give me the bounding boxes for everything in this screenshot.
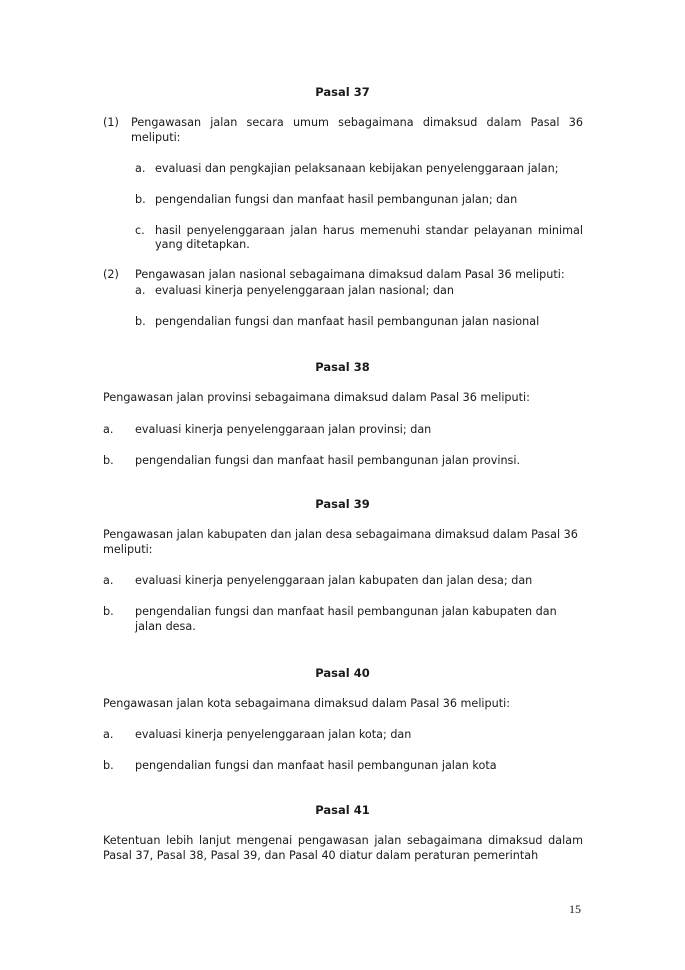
- pasal-37-1c-line-1: hasil penyelenggaraan jalan harus memenuhi standar pelayanan minimal: [155, 224, 583, 237]
- pasal-41-line-1: Ketentuan lebih lanjut mengenai pengawasan jalan sebagaimana dimaksud dalam: [103, 834, 583, 847]
- pasal-38-heading: Pasal 38: [315, 360, 370, 374]
- pasal-37-item-1-line-2: meliputi:: [131, 131, 181, 144]
- pasal-40-a-text: evaluasi kinerja penyelenggaraan jalan kota; dan: [135, 728, 412, 741]
- pasal-37-heading: Pasal 37: [315, 85, 370, 99]
- pasal-41-line-2: Pasal 37, Pasal 38, Pasal 39, dan Pasal 40 diatur dalam peraturan pemerintah: [103, 849, 539, 862]
- pasal-38-a-text: evaluasi kinerja penyelenggaraan jalan provinsi; dan: [135, 423, 432, 436]
- pasal-40-b-marker: b.: [103, 759, 114, 772]
- pasal-37-2a-text: evaluasi kinerja penyelenggaraan jalan nasional; dan: [155, 284, 454, 297]
- pasal-39-a-marker: a.: [103, 574, 114, 587]
- pasal-38-intro: Pengawasan jalan provinsi sebagaimana dimaksud dalam Pasal 36 meliputi:: [103, 391, 530, 404]
- pasal-39-intro-line-2: meliputi:: [103, 543, 153, 556]
- pasal-37-item-1-marker: (1): [103, 116, 119, 129]
- pasal-40-b-text: pengendalian fungsi dan manfaat hasil pembangunan jalan kota: [135, 759, 497, 772]
- pasal-39-b-line-2: jalan desa.: [135, 620, 196, 633]
- pasal-37-1c-line-2: yang ditetapkan.: [155, 238, 250, 251]
- pasal-37-1c-marker: c.: [135, 224, 145, 237]
- pasal-37-1b-marker: b.: [135, 193, 146, 206]
- pasal-40-intro: Pengawasan jalan kota sebagaimana dimaksud dalam Pasal 36 meliputi:: [103, 697, 510, 710]
- pasal-37-2b-marker: b.: [135, 315, 146, 328]
- pasal-37-1b-text: pengendalian fungsi dan manfaat hasil pembangunan jalan; dan: [155, 193, 518, 206]
- pasal-37-2b-text: pengendalian fungsi dan manfaat hasil pembangunan jalan nasional: [155, 315, 540, 328]
- pasal-38-b-marker: b.: [103, 454, 114, 467]
- pasal-39-a-text: evaluasi kinerja penyelenggaraan jalan kabupaten dan jalan desa; dan: [135, 574, 533, 587]
- page-number: 15: [569, 902, 581, 916]
- pasal-37-item-2-marker: (2): [103, 268, 119, 281]
- pasal-40-a-marker: a.: [103, 728, 114, 741]
- pasal-38-b-text: pengendalian fungsi dan manfaat hasil pembangunan jalan provinsi.: [135, 454, 521, 467]
- pasal-40-heading: Pasal 40: [315, 666, 370, 680]
- pasal-39-intro-line-1: Pengawasan jalan kabupaten dan jalan desa sebagaimana dimaksud dalam Pasal 36: [103, 528, 578, 541]
- pasal-38-a-marker: a.: [103, 423, 114, 436]
- pasal-37-1a-marker: a.: [135, 162, 146, 175]
- pasal-39-b-line-1: pengendalian fungsi dan manfaat hasil pembangunan jalan kabupaten dan: [135, 605, 557, 618]
- pasal-37-1a-text: evaluasi dan pengkajian pelaksanaan kebijakan penyelenggaraan jalan;: [155, 162, 559, 175]
- pasal-39-heading: Pasal 39: [315, 497, 370, 511]
- pasal-37-item-2-text: Pengawasan jalan nasional sebagaimana dimaksud dalam Pasal 36 meliputi:: [135, 268, 565, 281]
- pasal-37-item-1-line-1: Pengawasan jalan secara umum sebagaimana dimaksud dalam Pasal 36: [131, 116, 583, 129]
- pasal-39-b-marker: b.: [103, 605, 114, 618]
- pasal-37-2a-marker: a.: [135, 284, 146, 297]
- pasal-41-heading: Pasal 41: [315, 803, 370, 817]
